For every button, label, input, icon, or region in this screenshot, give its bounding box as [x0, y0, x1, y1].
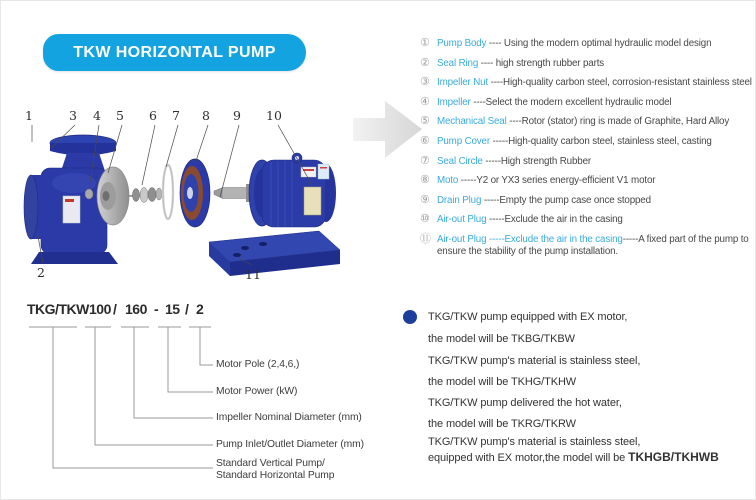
item-number: ② [420, 56, 430, 69]
parts-list-item [420, 77, 756, 89]
item-number: ⑨ [420, 193, 430, 206]
parts-list-item [420, 136, 756, 148]
part-name: Impeller Nut [437, 77, 489, 89]
bullet-icon [403, 310, 417, 324]
page-title: TKW HORIZONTAL PUMP [73, 43, 276, 61]
callout-1: 1 [25, 108, 33, 123]
part-name: Air-out Plug -----Exclude the air in the casing [437, 233, 623, 245]
parts-list-item [420, 195, 756, 207]
part-name: Moto [437, 175, 459, 187]
item-number: ① [420, 37, 430, 49]
part-desc: -----High strength Rubber [482, 155, 591, 167]
part-desc: ----High-quality carbon steel, corrosion-resistant stainless steel [488, 77, 752, 89]
part-desc: ---- high strength rubber parts [478, 57, 605, 69]
item-number: ④ [420, 95, 430, 108]
item-number: ⑤ [420, 115, 430, 128]
note-line-prefix: equipped with EX motor,the model will be [428, 452, 629, 464]
part-desc: -----High-quality carbon steel, stainless steel, casting [489, 135, 712, 147]
note-line: TKG/TKW pump's material is stainless steel, [428, 355, 641, 367]
part-name: Mechanical Seal [437, 116, 507, 128]
label-motor-power: Motor Power (kW) [216, 386, 298, 397]
callout-10: 10 [266, 108, 282, 123]
part-desc: ----Select the modern excellent hydraulic model [470, 96, 672, 108]
model-code-dash: - [154, 301, 159, 317]
callout-9: 9 [233, 108, 241, 123]
part-name: Impeller [437, 96, 471, 108]
label-inlet-outlet-diameter: Pump Inlet/Outlet Diameter (mm) [216, 439, 364, 450]
note-line: TKG/TKW pump's material is stainless steel, [428, 436, 641, 448]
part-desc: ----Rotor (stator) ring is made of Graphite, Hard Alloy [506, 116, 730, 128]
callout-3: 3 [69, 108, 77, 123]
model-code-slash2: / [185, 301, 189, 317]
part-name: Air-out Plug [437, 214, 487, 226]
parts-list [420, 38, 756, 266]
model-code-inlet: 100 [89, 301, 111, 317]
parts-list-item [420, 97, 756, 109]
item-number: ③ [420, 76, 430, 89]
part-desc: -----A fixed part of the pump to ensure the stability of the pump installation. [437, 233, 749, 257]
note-line [428, 450, 719, 464]
item-number: ⑦ [420, 154, 430, 167]
part-name: Pump Body [437, 38, 487, 49]
callout-8: 8 [202, 108, 210, 123]
highlighted-model: TKHGB/TKHWB [628, 450, 719, 464]
note-line: TKG/TKW pump delivered the hot water, [428, 397, 622, 409]
note-line: the model will be TKHG/TKHW [428, 376, 577, 388]
parts-list-item [420, 234, 756, 258]
model-code-power: 15 [165, 301, 180, 317]
label-motor-pole: Motor Pole (2,4,6,) [216, 359, 300, 370]
parts-list-item [420, 214, 756, 226]
right-arrow-icon [353, 101, 422, 158]
item-number: ⑩ [420, 213, 430, 226]
part-name: Seal Circle [437, 155, 483, 167]
model-code-breakdown-lines [1, 1, 361, 500]
model-code-slash: / [113, 301, 117, 317]
part-desc: -----Exclude the air in the casing [486, 214, 623, 226]
callout-11: 11 [245, 267, 261, 282]
callout-6: 6 [149, 108, 157, 123]
parts-list-item [420, 175, 756, 187]
label-standard-vertical-pump: Standard Vertical Pump/ [216, 458, 325, 469]
item-number: ⑥ [420, 134, 430, 147]
callout-7: 7 [172, 108, 180, 123]
parts-list-item [420, 38, 756, 50]
item-number: ⑧ [420, 174, 430, 187]
model-code-series: TKG/TKW [27, 301, 89, 317]
label-standard-horizontal-pump: Standard Horizontal Pump [216, 470, 335, 481]
parts-list-item [420, 116, 756, 128]
item-number: ⑪ [420, 232, 431, 245]
part-desc: -----Y2 or YX3 series energy-efficient V1 motor [458, 175, 656, 187]
model-code-impeller: 160 [125, 301, 147, 317]
callout-4: 4 [93, 108, 101, 123]
part-name: Drain Plug [437, 194, 482, 206]
part-name: Seal Ring [437, 57, 479, 69]
note-line: the model will be TKBG/TKBW [428, 333, 575, 345]
part-name: Pump Cover [437, 135, 490, 147]
parts-list-item [420, 58, 756, 70]
parts-list-item [420, 156, 756, 168]
part-desc: -----Empty the pump case once stopped [481, 194, 651, 206]
model-code-pole: 2 [196, 301, 204, 317]
label-impeller-diameter: Impeller Nominal Diameter (mm) [216, 412, 362, 423]
callout-2: 2 [37, 265, 45, 280]
callout-5: 5 [116, 108, 124, 123]
note-line: the model will be TKRG/TKRW [428, 418, 576, 430]
note-line: TKG/TKW pump equipped with EX motor, [428, 311, 628, 323]
part-desc: ---- Using the modern optimal hydraulic model design [486, 38, 712, 49]
